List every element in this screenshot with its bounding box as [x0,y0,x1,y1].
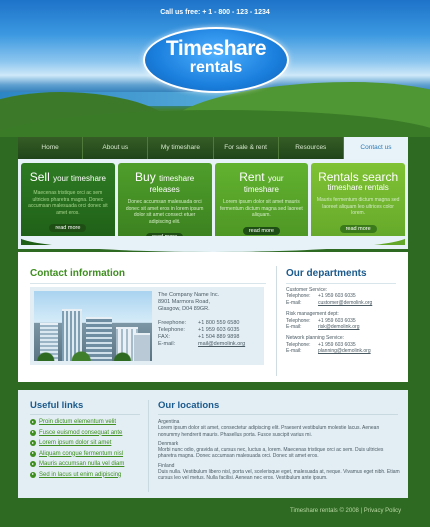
office-photo [34,291,152,361]
read-more-button[interactable]: read more [243,227,280,235]
read-more-button[interactable]: read more [49,224,86,232]
department-item: Risk management dept: Telephone: +1 959 603 6035 E-mail: risk@demolink.org [286,311,404,330]
feature-subtitle: timeshare [243,185,279,194]
contact-row: E-mail: mail@demolink.org [158,341,246,347]
feature-title: Rent your [239,170,284,184]
feature-title: Buy timeshare [135,170,195,184]
email-link[interactable]: mail@demolink.org [198,341,246,347]
feature-subtitle: releases [149,185,180,194]
nav-item-home[interactable]: Home [18,137,83,159]
company-address [158,292,219,313]
useful-link[interactable]: Mauris accumsan nulla vel diam [30,459,124,470]
email-link[interactable]: customer@demolink.org [318,299,373,306]
arrow-right-icon [30,451,36,457]
feature-wave-divider [18,236,408,252]
phone-line: Call us free: + 1 - 800 - 123 - 1234 [160,9,270,16]
divider [286,283,396,284]
useful-links-list [30,417,124,480]
email-link[interactable]: risk@demolink.org [318,324,360,331]
feature-box-sell [21,163,115,245]
departments-title: Our departments [286,268,367,279]
department-name: Risk management dept: [286,311,339,318]
contact-row: Freephone: +1 800 559 6580 [158,320,240,326]
footer-text: Timeshare rentals © 2008 | Privacy Policy [290,508,402,514]
locations-title: Our locations [158,400,220,411]
arrow-right-icon [30,440,36,446]
location-item [158,441,402,460]
contact-content [18,252,408,382]
email-link[interactable]: planning@demolink.org [318,348,371,355]
address-line: Glasgow, D04 89GR. [158,306,210,312]
location-text: Lorem ipsum dolor sit amet, consectetur adipiscing elit. Praesent vestibulum molestie lacus. Aenean nonummy hendrerit mauris. Phasellus porta. Fusce suscipit varius mi. [158,425,380,438]
feature-title: Rentals search [318,170,399,184]
locations-list [158,419,402,485]
divider [276,266,277,376]
feature-box-rent [215,163,309,245]
feature-text: Maecenas tristique orci ac sem ultricies pharetra magna. Donec accumsan malesuada orci donec sit amet eros. [28,190,108,216]
department-name: Network planning Service: [286,335,345,342]
department-item: Customer Service: Telephone: +1 959 603 6035 E-mail: customer@demolink.org [286,287,404,306]
feature-text: Mauris fermentum dictum magna sed laoreet aliquam leo ultrices color lorem. [316,197,400,216]
bottom-section [18,390,408,498]
nav-item-contact-us[interactable]: Contact us [344,137,408,159]
site-logo[interactable] [143,27,289,93]
useful-link[interactable]: Proin dictum elementum velit [30,417,124,428]
logo-title: Timeshare [165,37,267,60]
divider [148,400,149,492]
read-more-button[interactable]: read more [340,225,377,233]
departments-list [286,287,404,360]
useful-link[interactable]: Aliquam congue fermentum nisl [30,449,124,460]
address-line: 8901 Marmora Road, [158,299,210,305]
feature-text: Lorem ipsum dolor sit amet mauris fermentum dictum magna sed laoreet aliquam. [219,199,303,218]
nav-item-for-sale-rent[interactable]: For sale & rent [214,137,279,159]
nav-item-my-timeshare[interactable]: My timeshare [148,137,213,159]
arrow-right-icon [30,419,36,425]
useful-links-title: Useful links [30,400,84,411]
feature-text: Donec accumsan malesuada orci donec sit amet eros in lorem ipsum dolor sit amet consect etuer adipiscing elit. [125,199,204,225]
arrow-right-icon [30,461,36,467]
contact-row: FAX: +1 504 889 9898 [158,334,240,340]
feature-box-rentals-search [311,163,405,245]
location-name: Argentina [158,419,180,425]
address-line: The Company Name Inc. [158,292,220,298]
arrow-right-icon [30,430,36,436]
nav-item-resources[interactable]: Resources [279,137,344,159]
location-text: Morbi nunc odio, gravida at, cursus nec, luctus a, lorem. Maecenas tristique orci ac sem. Duis ultricies pharetra magna. Donec accumsan malesuada orci. Donec sit amet eros. [158,447,384,460]
feature-subtitle: timeshare rentals [327,183,389,192]
contact-title: Contact information [30,268,125,279]
useful-link[interactable]: Sed in lacus ut enim adipiscing [30,470,124,481]
trees-shape [34,347,152,361]
useful-link[interactable]: Fusce euismod consequat ante [30,428,124,439]
location-name: Denmark [158,440,179,447]
divider [30,283,266,284]
department-name: Customer Service: [286,287,328,293]
divider [158,414,398,415]
location-text: Duis nulla. Vestibulum libero nisl, porta vel, scelerisque eget, malesuada at, neque. Vivamus eget nibh. Etiam cursus leo vel metus. Nulla facilisi. Aenean nec eros. Vestibulum ante ipsum. [158,469,400,482]
feature-title: Sell your timeshare [29,170,107,184]
logo-subtitle: rentals [189,59,243,76]
location-item [158,419,402,438]
useful-link[interactable]: Lorem ipsum dolor sit amet [30,438,124,449]
department-item: Network planning Service: Telephone: +1 959 603 6035 E-mail: planning@demolink.org [286,335,404,354]
contact-numbers [158,320,245,348]
divider [30,414,140,415]
location-item [158,463,402,482]
location-name: Finland [158,462,175,469]
arrow-right-icon [30,472,36,478]
feature-box-buy [118,163,212,245]
contact-panel [30,287,264,365]
nav-item-about-us[interactable]: About us [83,137,148,159]
hero-banner [0,0,430,137]
main-nav [18,137,408,159]
contact-row: Telephone: +1 959 603 6035 [158,327,240,333]
